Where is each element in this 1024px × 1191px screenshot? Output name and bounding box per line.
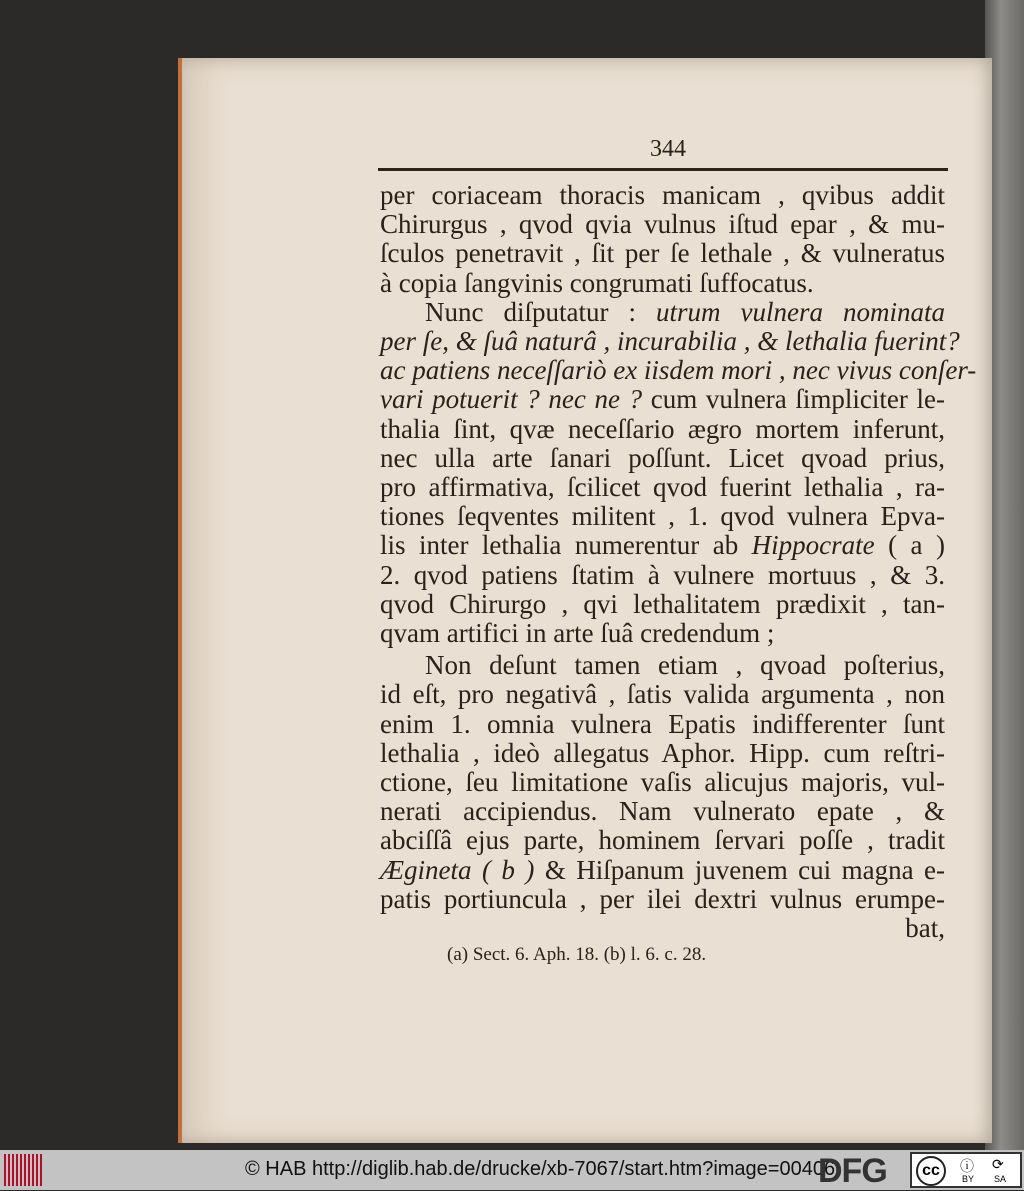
text-segment: patis portiuncula , per ilei dextri vulnus erumpe- (380, 883, 945, 914)
text-segment: ( a ) (874, 530, 945, 561)
text-segment: lis inter lethalia numerentur ab (380, 530, 752, 561)
text-line (380, 884, 945, 914)
text-segment: nec ulla arte ſanari poſſunt. Licet qvoad prius, (380, 442, 945, 473)
text-line (380, 530, 945, 560)
text-segment: per coriaceam thoracis manicam , qvibus addit (380, 180, 945, 210)
text-segment: thalia ſint, qvæ neceſſario ægro mortem inferunt, (380, 413, 945, 444)
text-line (380, 589, 945, 619)
text-line (380, 913, 945, 943)
text-line (380, 679, 945, 709)
text-segment: nerati accipiendus. Nam vulnerato epate , & (380, 796, 945, 827)
text-segment: qvam artifici in arte ſuâ credendum ; (380, 618, 775, 648)
cc-license-badge[interactable] (910, 1152, 1022, 1188)
text-segment: pro affirmativa, ſcilicet qvod fuerint lethalia , ra- (380, 472, 945, 502)
text-line (380, 238, 945, 268)
text-line (380, 560, 945, 590)
text-line (380, 326, 960, 356)
text-segment: bat, (905, 913, 945, 943)
text-line (380, 501, 945, 531)
copyright-link[interactable]: © HAB http://diglib.hab.de/drucke/xb-7067/start.htm?image=00406 (245, 1158, 836, 1180)
text-line (380, 855, 945, 885)
by-label: BY (962, 1174, 975, 1184)
italic-text: Ægineta ( b ) (380, 854, 535, 885)
text-segment: lethalia , ideò allegatus Aphor. Hipp. cum reſtri- (380, 737, 945, 768)
text-line (425, 650, 945, 680)
text-segment: id eſt, pro negativâ , ſatis valida argumenta , non (380, 679, 945, 710)
share-alike-icon: ⟳ (992, 1156, 1004, 1172)
text-segment: Non deſunt tamen etiam , qvoad poſterius, (425, 650, 945, 681)
attribution-icon: ⓘ (960, 1158, 974, 1174)
text-segment: Chirurgus , qvod qvia vulnus iſtud epar , & mu- (380, 209, 945, 240)
header-rule (378, 168, 948, 171)
text-line (425, 297, 945, 327)
text-segment: qvod Chirurgo , qvi lethalitatem prædixit , tan- (380, 588, 945, 619)
text-line (380, 384, 945, 414)
text-segment: enim 1. omnia vulnera Epatis indifferenter ſunt (380, 708, 945, 739)
dfg-logo: DFG (818, 1152, 887, 1190)
text-segment: ſculos penetravit , ſit per ſe lethale , & vulneratus (380, 238, 945, 269)
hab-logo-icon (4, 1154, 44, 1186)
text-line (380, 268, 945, 298)
text-segment: cum vulnera ſimpliciter le- (642, 384, 945, 415)
text-segment: & Hiſpanum juvenem cui magna e- (534, 854, 945, 885)
italic-text: ac patiens neceſſariò ex iisdem mori , nec vivus conſer- (380, 355, 977, 386)
text-line (380, 709, 945, 739)
text-segment: tiones ſeqventes militent , 1. qvod vulnera Epva- (380, 501, 945, 532)
italic-text: Hippocrate (751, 530, 875, 561)
cc-icon: cc (916, 1156, 946, 1186)
text-line (380, 796, 945, 826)
text-line (380, 180, 945, 210)
text-line (380, 443, 945, 473)
sa-label: SA (994, 1174, 1007, 1184)
text-line (380, 414, 945, 444)
text-line (380, 472, 945, 502)
text-line (380, 618, 945, 648)
text-line (380, 209, 945, 239)
text-segment: à copia ſangvinis congrumati ſuffocatus. (380, 267, 814, 298)
footer-bar (0, 1150, 1024, 1190)
text-segment: ctione, ſeu limitatione vaſis alicujus majoris, vul- (380, 767, 945, 797)
page-number: 344 (650, 136, 686, 162)
text-segment: abciſſâ ejus parte, hominem ſervari poſſe , tradit (380, 825, 945, 856)
italic-text: vari potuerit ? nec ne ? (380, 384, 643, 415)
italic-text: per ſe, & ſuâ naturâ , incurabilia , & lethalia fuerint? (380, 326, 960, 356)
footnote: (a) Sect. 6. Aph. 18. (b) l. 6. c. 28. (447, 944, 707, 965)
text-segment: Nunc diſputatur : (425, 296, 656, 327)
italic-text: utrum vulnera nominata (655, 296, 945, 327)
text-segment: 2. qvod patiens ſtatim à vulnere mortuus , & 3. (380, 559, 945, 590)
text-line (380, 355, 977, 386)
text-line (380, 767, 945, 797)
text-line (380, 825, 945, 855)
text-line (380, 738, 945, 768)
